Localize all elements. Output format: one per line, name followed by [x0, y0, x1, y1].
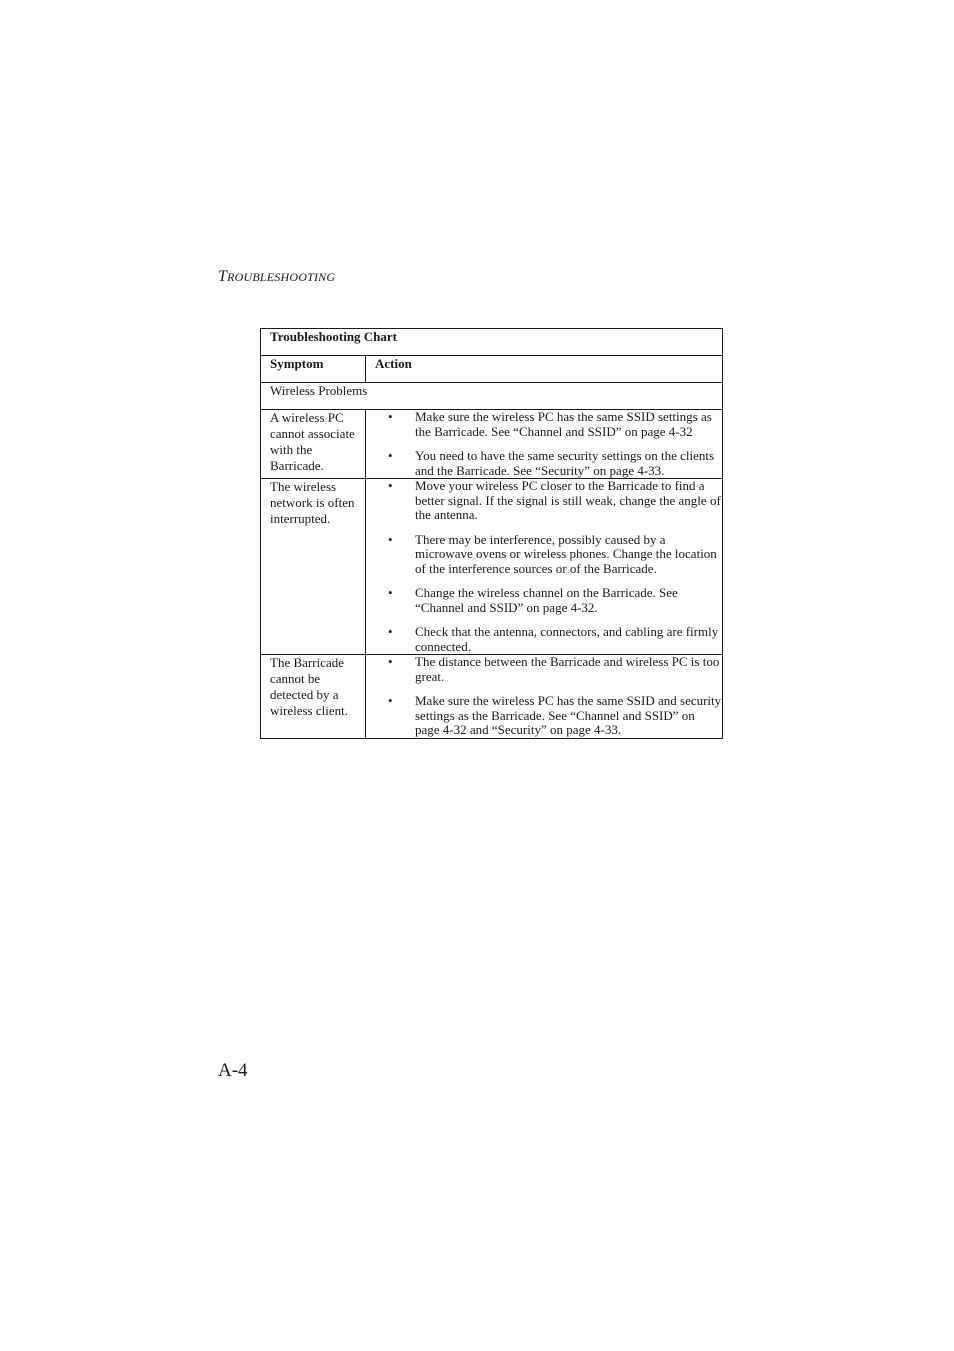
column-header-symptom: Symptom: [261, 356, 366, 383]
list-item: • Make sure the wireless PC has the same SSID settings as the Barricade. See “Channel and SSID” on page 4-32: [375, 410, 722, 439]
action-list: [375, 655, 722, 738]
section-row: [261, 383, 723, 410]
symptom-cell: A wireless PC cannot associate with the Barricade.: [261, 410, 366, 479]
list-item: • Change the wireless channel on the Barricade. See “Channel and SSID” on page 4-32.: [375, 586, 722, 615]
table-title-row: [261, 329, 723, 356]
table-row: [261, 410, 723, 479]
running-head: [218, 268, 335, 286]
table-row: [261, 479, 723, 655]
troubleshooting-table: [260, 328, 723, 739]
running-head-initial: T: [218, 268, 228, 285]
action-cell: [366, 410, 723, 479]
table-title: Troubleshooting Chart: [261, 329, 723, 356]
symptom-cell: The wireless network is often interrupted.: [261, 479, 366, 655]
table-header-row: [261, 356, 723, 383]
page-number: A-4: [218, 1060, 248, 1081]
list-item: • Check that the antenna, connectors, and cabling are firmly connected.: [375, 625, 722, 654]
action-list: [375, 410, 722, 478]
table-row: [261, 655, 723, 739]
action-cell: [366, 655, 723, 739]
action-list: [375, 479, 722, 654]
list-item: • Move your wireless PC closer to the Barricade to find a better signal. If the signal is still weak, change the angle of the antenna.: [375, 479, 722, 523]
action-cell: [366, 479, 723, 655]
running-head-rest: ROUBLESHOOTING: [227, 270, 336, 284]
list-item: • You need to have the same security settings on the clients and the Barricade. See “Security” on page 4-33.: [375, 449, 722, 478]
list-item: • The distance between the Barricade and wireless PC is too great.: [375, 655, 722, 684]
list-item: • Make sure the wireless PC has the same SSID and security settings as the Barricade. See “Channel and SSID” on page 4-32 and “Security” on page 4-33.: [375, 694, 722, 738]
section-label: Wireless Problems: [261, 383, 723, 410]
symptom-cell: The Barricade cannot be detected by a wireless client.: [261, 655, 366, 739]
list-item: • There may be interference, possibly caused by a microwave ovens or wireless phones. Change the location of the interference sources or of the Barricade.: [375, 533, 722, 577]
column-header-action: Action: [366, 356, 723, 383]
